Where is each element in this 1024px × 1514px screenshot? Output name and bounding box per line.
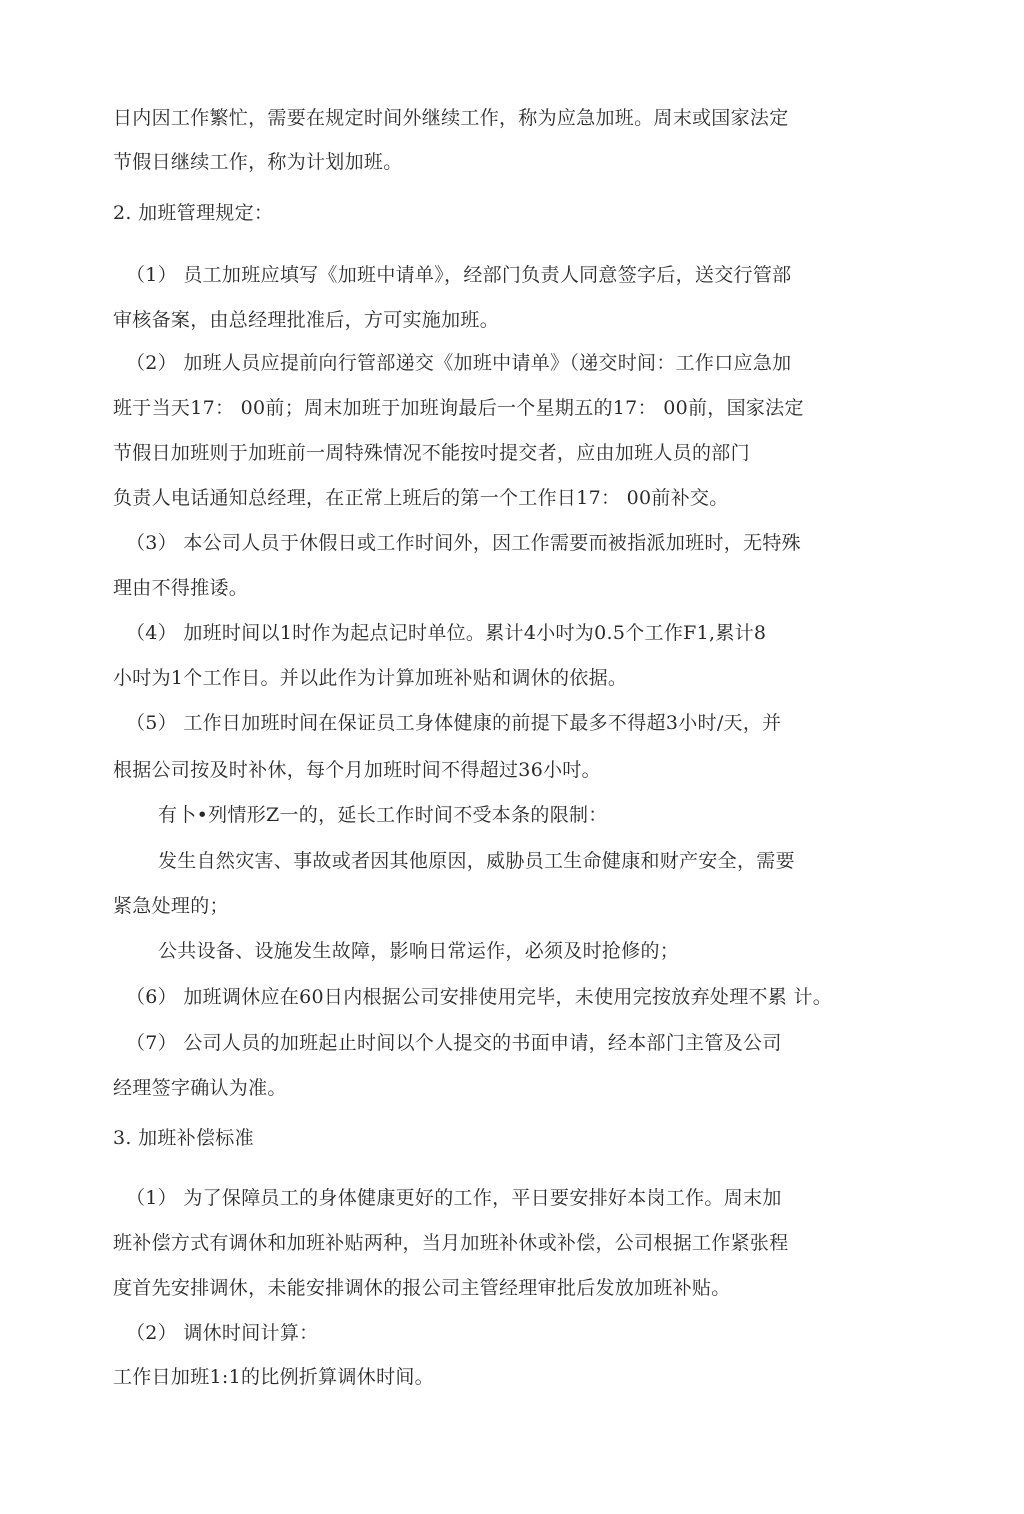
text-line: 节假日继续工作，称为计划加班。 [113,151,403,173]
clause-4-line: （4） 加班时间以1时作为起点记时单位。累计4小吋为0.5个工作F1,累计8 [126,622,767,644]
comp-clause-1-line: （1） 为了保障员工的身体健康更好的工作，平日要安排好本岗工作。周末加 [126,1187,782,1209]
text-line: 理由不得推诿。 [113,577,249,599]
clause-1-line: （1） 员工加班应填写《加班中请单》，经部门负责人同意签字后，送交行管部 [126,264,792,286]
text-line: 班于当天17： 00前；周末加班于加班询最后一个星期五的17： 00前，国家法定 [113,397,804,419]
section-heading-3: 3. 加班补偿标准 [113,1127,254,1149]
text-line: 班补偿方式有调休和加班补贴两种，当月加班补休或补偿，公司根据工作紧张程 [113,1232,789,1254]
text-line: 小吋为1个工作日。并以此作为计算加班补贴和调休的依据。 [113,667,628,689]
clause-2-line: （2） 加班人员应提前向行管部递交《加班中请单》（递交时间：工作口应急加 [126,352,792,374]
text-line: 公共设备、设施发生故障，影响日常运作，必须及时抢修的； [158,940,680,962]
text-line: 紧急处理的； [113,895,229,917]
clause-6-line: （6） 加班调休应在60日内根据公司安排使用完毕，未使用完按放弃处理不累 计。 [126,986,833,1008]
comp-clause-2-line: （2） 调休时间计算： [126,1322,319,1344]
text-line: 日内因工作繁忙，需要在规定时间外继续工作，称为应急加班。周末或国家法定 [113,107,789,129]
section-heading-2: 2. 加班管理规定： [113,202,274,224]
clause-5-line: （5） 工作日加班时间在保证员工身体健康的前提下最多不得超3小时/天，并 [126,712,782,734]
text-line: 负责人电话通知总经理，在正常上班后的第一个工作日17： 00前补交。 [113,487,729,509]
text-line: 工作日加班1:1的比例折算调休时间。 [113,1366,434,1388]
text-line: 度首先安排调休，未能安排调休的报公司主管经理审批后发放加班补贴。 [113,1277,731,1299]
text-line: 节假日加班则于加班前一周特殊情况不能按吋提交者，应由加班人员的部门 [113,442,750,464]
clause-3-line: （3） 本公司人员于休假日或工作时间外，因工作需要而被指派加班时，无特殊 [126,532,801,554]
clause-7-line: （7） 公司人员的加班起止时间以个人提交的书面申请，经本部门主管及公司 [126,1032,782,1054]
text-line: 发生自然灾害、事故或者因其他原因，威胁员工生命健康和财产安全，需要 [158,850,795,872]
text-line: 经理签字确认为准。 [113,1077,287,1099]
text-line: 审核备案，由总经理批准后，方可实施加班。 [113,309,500,331]
text-line: 根据公司按及时补休，每个月加班时间不得超过36小吋。 [113,759,601,781]
text-line: 有卜•列情形Z一的，延长工作时间不受本条的限制： [158,804,608,826]
